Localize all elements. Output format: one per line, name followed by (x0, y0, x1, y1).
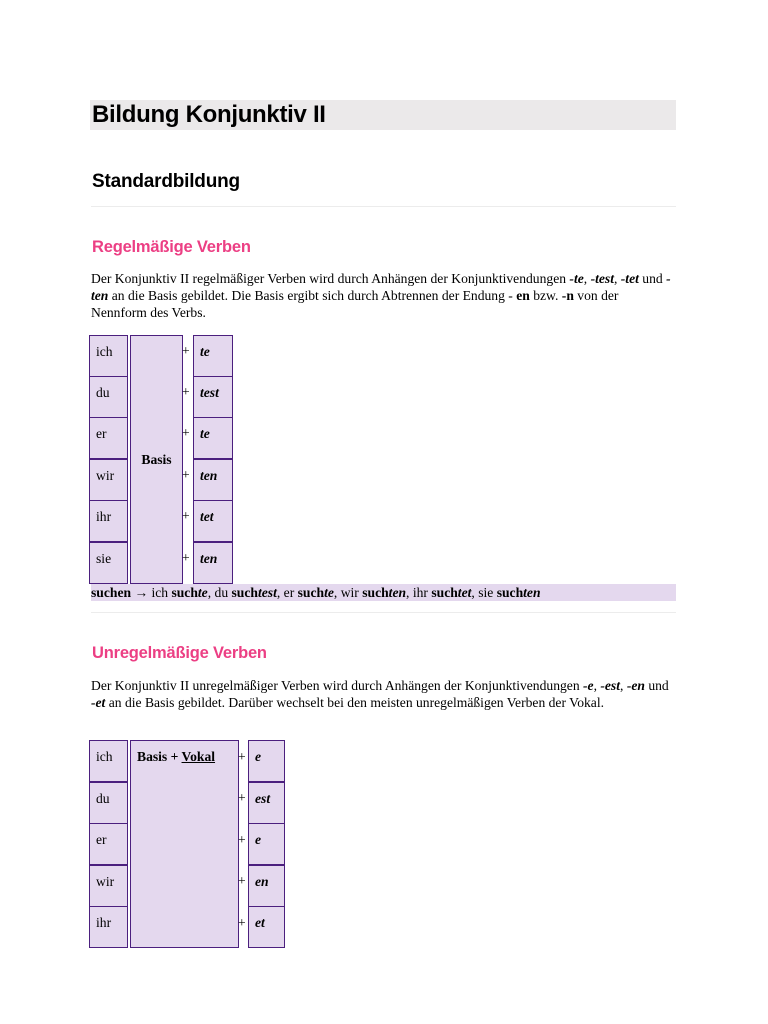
pronoun-cell: wir (89, 459, 128, 501)
regular-verbs-heading: Regelmäßige Verben (92, 238, 251, 256)
pronoun-cell: sie (89, 542, 128, 584)
ending-cell: te (193, 335, 233, 377)
plus-sign: + (182, 343, 190, 358)
base-vowel-cell: Basis + Vokal (130, 740, 239, 948)
section-heading: Standardbildung (92, 171, 240, 192)
plus-sign: + (182, 508, 190, 523)
pronoun-cell: du (89, 782, 128, 824)
ending-cell: et (248, 906, 285, 948)
pronoun-cell: ich (89, 335, 128, 377)
plus-sign: + (182, 425, 190, 440)
ending-cell: test (193, 376, 233, 418)
plus-sign: + (182, 384, 190, 399)
plus-sign: + (238, 915, 246, 930)
pronoun-cell: ihr (89, 906, 128, 948)
ending-cell: e (248, 823, 285, 865)
ending-cell: ten (193, 459, 233, 501)
ending-cell: ten (193, 542, 233, 584)
irregular-verbs-paragraph: Der Konjunktiv II unregelmäßiger Verben wird durch Anhängen der Konjunktivendungen -e, -est, -en und -et an die Basis gebildet. Darüber wechselt bei den meisten unregelmäßigen Verben der Vokal. (91, 678, 669, 710)
divider (91, 206, 676, 207)
plus-sign: + (238, 832, 246, 847)
divider (91, 612, 676, 613)
plus-sign: + (238, 790, 246, 805)
regular-verbs-paragraph: Der Konjunktiv II regelmäßiger Verben wird durch Anhängen der Konjunktivendungen -te, -test, -tet und -ten an die Basis gebildet. Die Basis ergibt sich durch Abtrennen der Endung - en bzw. -n von der Nennform des Verbs. (91, 271, 671, 320)
ending-cell: tet (193, 500, 233, 542)
pronoun-cell: ich (89, 740, 128, 782)
plus-sign: + (238, 873, 246, 888)
ending-cell: est (248, 782, 285, 824)
pronoun-cell: er (89, 417, 128, 459)
page-title: Bildung Konjunktiv II (90, 100, 676, 130)
pronoun-cell: du (89, 376, 128, 418)
plus-sign: + (238, 749, 246, 764)
ending-cell: te (193, 417, 233, 459)
plus-sign: + (182, 550, 190, 565)
ending-cell: en (248, 865, 285, 907)
pronoun-cell: ihr (89, 500, 128, 542)
pronoun-cell: wir (89, 865, 128, 907)
irregular-verbs-heading: Unregelmäßige Verben (92, 644, 267, 662)
plus-sign: + (182, 467, 190, 482)
base-cell: Basis (130, 335, 183, 584)
pronoun-cell: er (89, 823, 128, 865)
example-line: suchen → ich suchte, du suchtest, er suchte, wir suchten, ihr suchtet, sie suchten (91, 584, 676, 601)
ending-cell: e (248, 740, 285, 782)
